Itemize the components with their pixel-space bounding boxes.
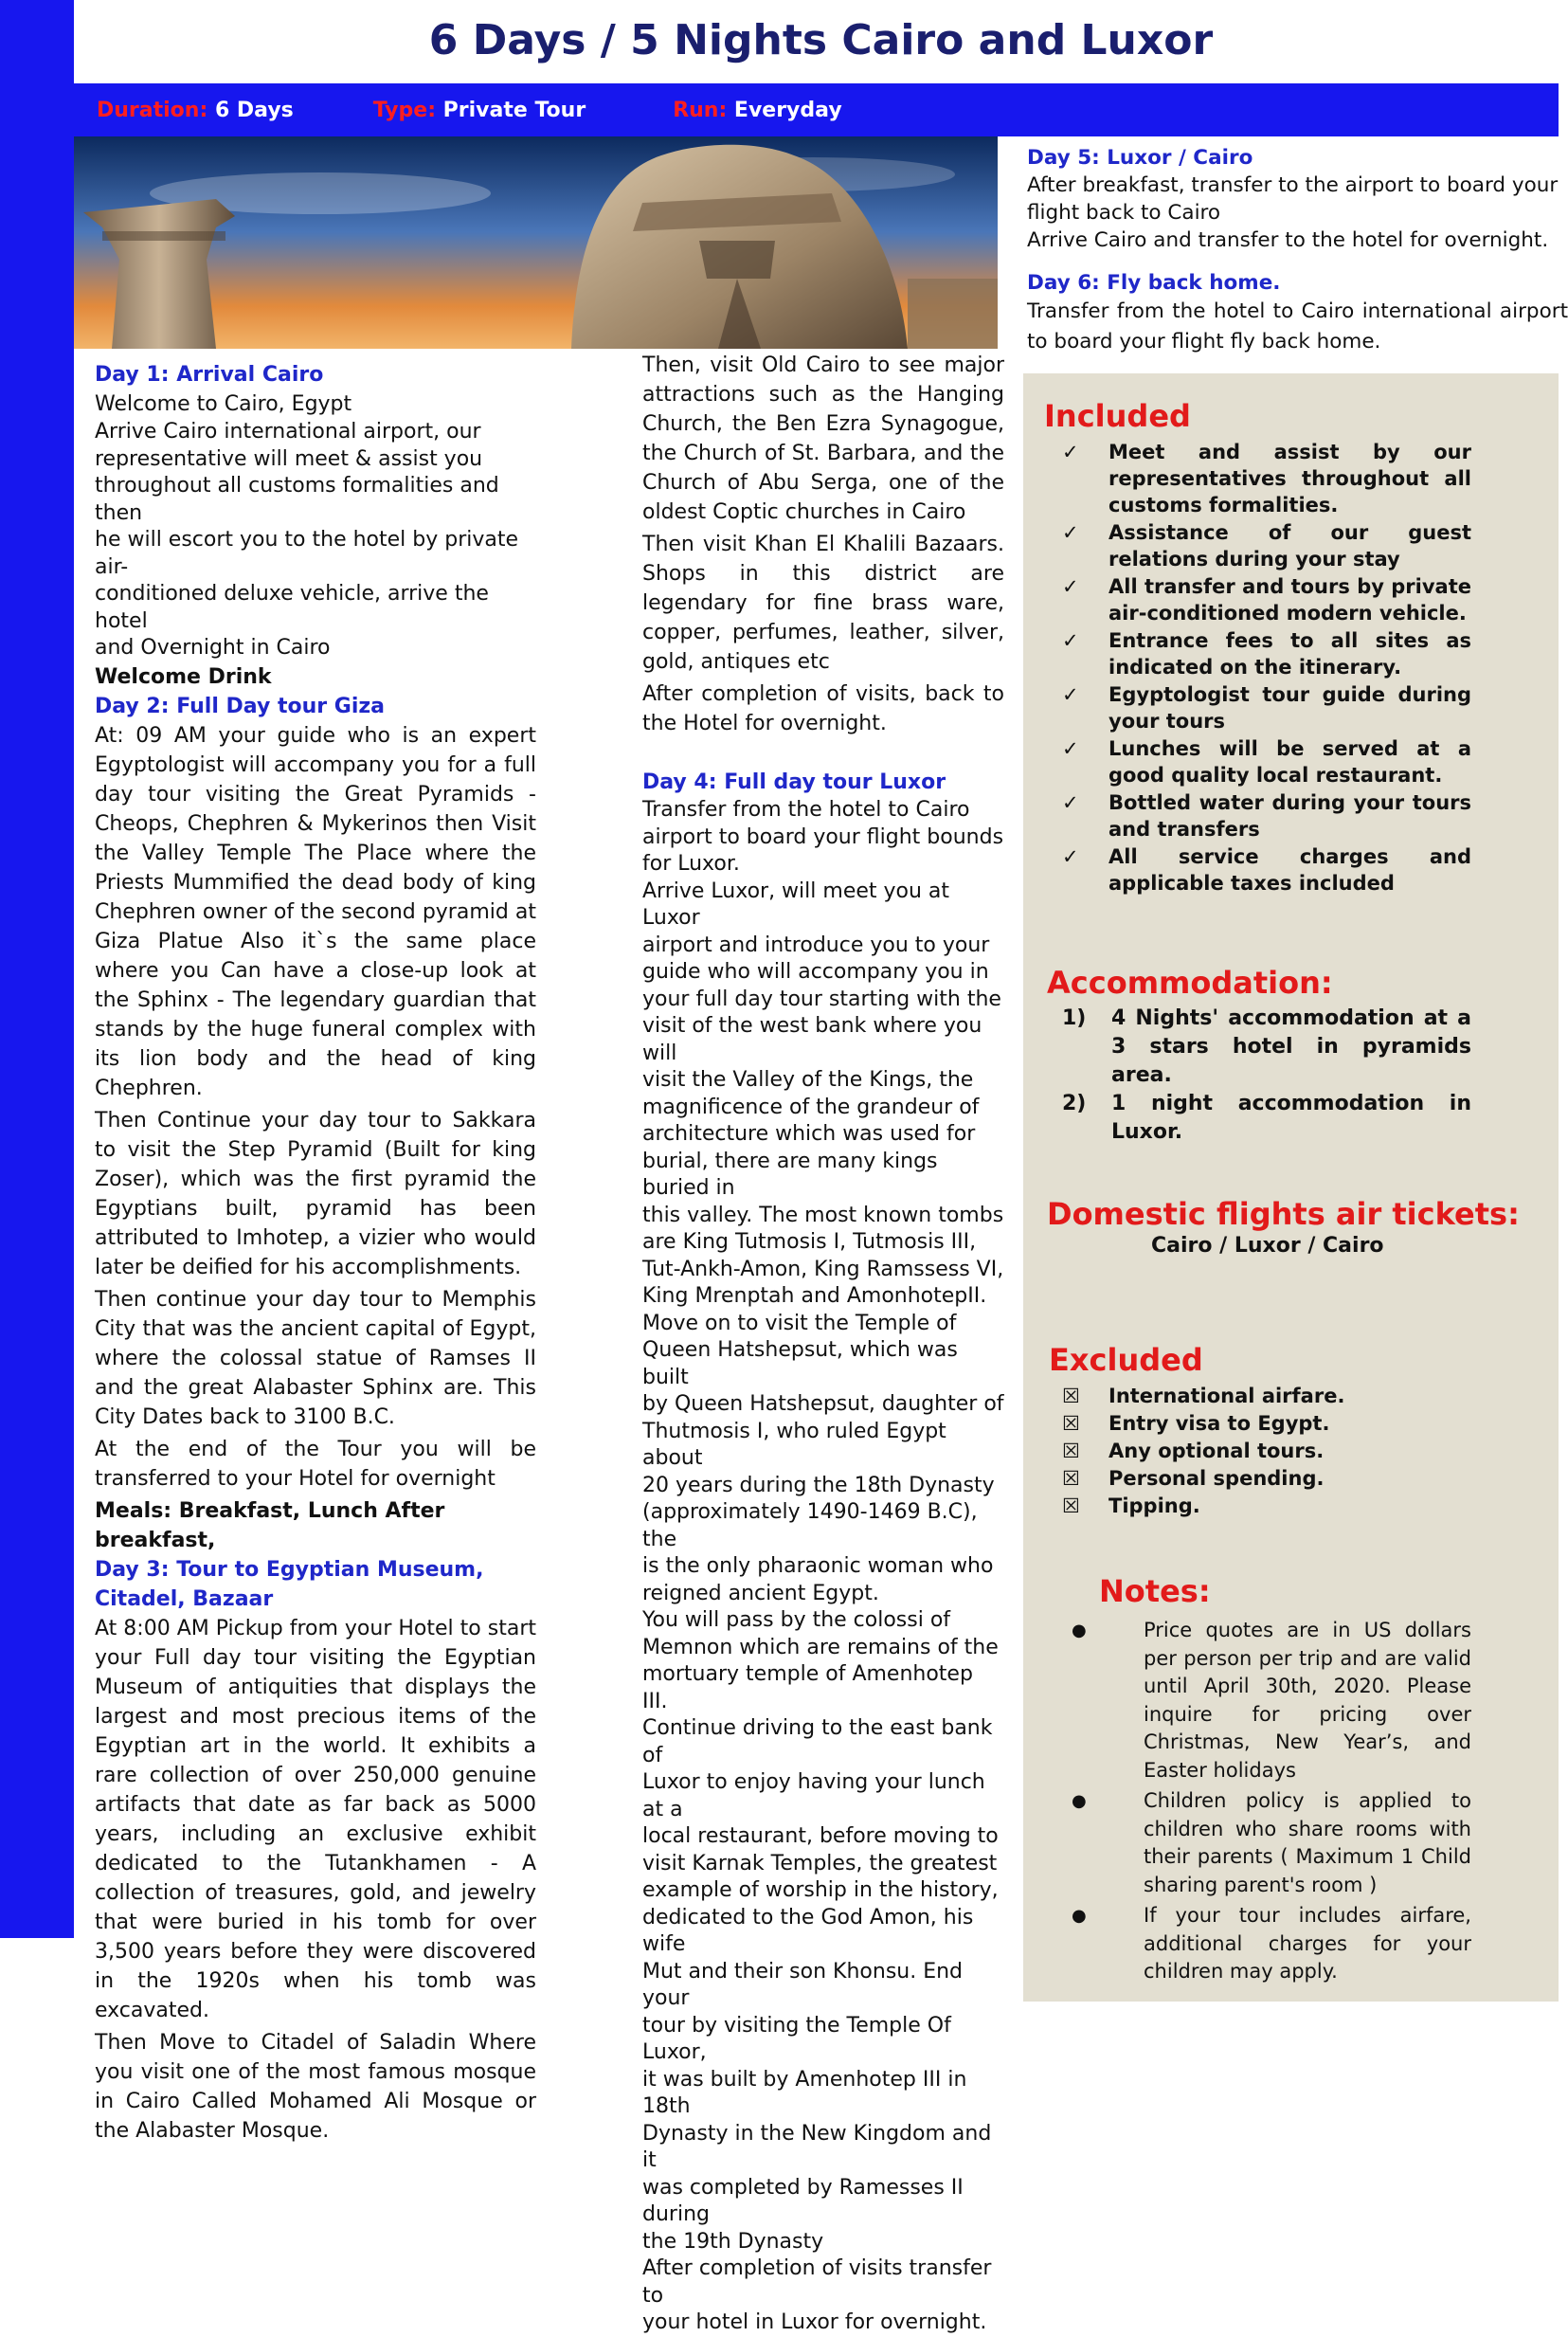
included-item [1030,627,1471,680]
day-4-line: Continue driving to the east bank of [642,1716,993,1767]
day-4-line: Queen Hatshepsut, which was built [642,1338,958,1389]
included-item [1030,843,1471,897]
day-3-paragraph: Then Move to Citadel of Saladin Where you visit one of the most famous mosque in Cairo Called Mohamed Ali Mosque or the Alabaster Mosque. [95,2030,536,2143]
run-value: Everyday [733,98,842,122]
day-4-line: was completed by Ramesses II during [642,2175,964,2226]
day-4-heading: Day 4: Full day tour Luxor [642,770,946,794]
note-item-text: If your tour includes airfare, additional charges for your children may apply. [1144,1904,1471,1983]
day-4-line: After completion of visits transfer to [642,2256,992,2308]
included-item-text: All transfer and tours by private air-conditioned modern vehicle. [1108,575,1471,625]
included-item-text: Entrance fees to all sites as indicated on the itinerary. [1108,629,1471,679]
included-item [1030,439,1471,518]
itinerary-column-1 [95,360,536,2148]
day-4-line: dedicated to the God Amon, his wife [642,1905,974,1956]
day-2-paragraph: At the end of the Tour you will be transferred to your Hotel for overnight [95,1437,536,1491]
included-item-text: All service charges and applicable taxes included [1108,845,1471,895]
day-4-line: reigned ancient Egypt. [642,1581,879,1605]
note-item [1064,1902,1471,1986]
day-4-line: King Mrenptah and AmonhotepII. [642,1284,987,1308]
welcome-drink: Welcome Drink [95,664,272,689]
accommodation-item [1030,1005,1471,1090]
day-4-line: Tut-Ankh-Amon, King Ramssess VI, [642,1257,1004,1281]
accommodation-heading: Accommodation: [1047,965,1333,1001]
included-item [1030,789,1471,842]
day-4-line: local restaurant, before moving to [642,1824,999,1848]
checkmark-icon: ✓ [1062,791,1079,814]
day-4-line: your hotel in Luxor for overnight. [642,2310,987,2334]
note-item-text: Price quotes are in US dollars per person per trip and are valid until April 30th, 2020. Please inquire for pricing over Christmas, New Year’s, and Easter holidays [1144,1619,1471,1782]
checkmark-icon: ✓ [1062,629,1079,652]
day-4-line: magnificence of the grandeur of [642,1095,980,1119]
day-2-meals: Meals: Breakfast, Lunch After breakfast, [95,1498,445,1552]
checkmark-icon: ✓ [1062,845,1079,868]
included-item [1030,681,1471,734]
bullet-icon: ● [1072,1906,1087,1926]
day-4-line: by Queen Hatshepsut, daughter of [642,1392,1004,1416]
day-4-text [642,797,1004,2337]
excluded-heading: Excluded [1049,1342,1203,1378]
day-4-line: mortuary temple of Amenhotep III. [642,1662,973,1713]
crossed-box-icon: ☒ [1062,1385,1080,1407]
duration-info [97,99,294,122]
day-3-paragraph: After completion of visits, back to the Hotel for overnight. [642,682,1004,735]
checkmark-icon: ✓ [1062,737,1079,760]
day-3-paragraph: At 8:00 AM Pickup from your Hotel to start your Full day tour visiting the Egyptian Museum of antiquities that displays the largest and most precious items of the Egyptian art in the world. It exhibits a rare collection of over 250,000 genuine artifacts that date as far back as 5000 years, including an exclusive exhibit dedicated to the Tutankhamen - A collection of treasures, gold, and jewelry that were buried in his tomb for over 3,500 years before they were discovered in the 1920s when his tomb was excavated. [95,1616,536,2022]
checkmark-icon: ✓ [1062,575,1079,598]
excluded-item [1030,1410,1471,1437]
left-accent-bar [0,0,74,1938]
day-4-line: Move on to visit the Temple of [642,1311,957,1335]
page-title: 6 Days / 5 Nights Cairo and Luxor [428,15,1214,64]
checkmark-icon: ✓ [1062,683,1079,706]
day-5-line: Arrive Cairo and transfer to the hotel for overnight. [1027,228,1549,252]
included-heading: Included [1044,398,1191,434]
day-4-line: is the only pharaonic woman who [642,1554,994,1578]
day-5-line: flight back to Cairo [1027,201,1221,225]
day-2-paragraph: Then continue your day tour to Memphis City that was the ancient capital of Egypt, where the colossal statue of Ramses II and the great Alabaster Sphinx are. This City Dates back to 3100 B.C. [95,1287,536,1429]
bullet-icon: ● [1072,1621,1087,1640]
day-6-heading: Day 6: Fly back home. [1027,271,1281,295]
day-2-heading: Day 2: Full Day tour Giza [95,694,386,718]
day-4-line: this valley. The most known tombs [642,1203,1004,1227]
checkmark-icon: ✓ [1062,521,1079,544]
excluded-list [1030,1383,1471,1520]
day-4-line: for Luxor. [642,852,740,876]
day-3-paragraph: Then visit Khan El Khalili Bazaars. Shops in this district are legendary for fine brass ware, copper, perfumes, leather, silver, gold, antiques etc [642,533,1004,674]
crossed-box-icon: ☒ [1062,1495,1080,1517]
day-4-line: You will pass by the colossi of [642,1608,951,1632]
day-5-heading: Day 5: Luxor / Cairo [1027,146,1253,170]
day-4-line: visit of the west bank where you will [642,1014,982,1065]
day-1-line: and Overnight in Cairo [95,636,331,660]
day-1-line: throughout all customs formalities and then [95,474,499,525]
day-4-line: Dynasty in the New Kingdom and it [642,2121,992,2172]
day-1-line: conditioned deluxe vehicle, arrive the hotel [95,582,489,633]
excluded-item [1030,1383,1471,1409]
included-item-text: Assistance of our guest relations during your stay [1108,521,1471,571]
accommodation-number: 1) [1062,1006,1087,1030]
included-item-text: Lunches will be served at a good quality local restaurant. [1108,737,1471,787]
day-1-line: he will escort you to the hotel by private air- [95,528,519,579]
day-5-line: After breakfast, transfer to the airport to board your [1027,173,1559,197]
day-4-line: visit Karnak Temples, the greatest [642,1851,998,1875]
included-item-text: Meet and assist by our representatives throughout all customs formalities. [1108,441,1471,516]
day-4-line: Mut and their son Khonsu. End your [642,1959,964,2010]
accommodation-list [1030,1005,1471,1147]
day-6-text: Transfer from the hotel to Cairo international airport to board your flight fly back home. [1027,299,1568,353]
type-value: Private Tour [442,98,586,122]
itinerary-column-2 [642,351,1004,2337]
domestic-flights-route: Cairo / Luxor / Cairo [1151,1234,1384,1258]
run-label: Run: [673,98,728,122]
bullet-icon: ● [1072,1791,1087,1811]
day-4-line: the 19th Dynasty [642,2229,824,2254]
duration-label: Duration: [97,98,208,122]
excluded-item [1030,1438,1471,1464]
day-3-paragraph: Then, visit Old Cairo to see major attractions such as the Hanging Church, the Ben Ezra Synagogue, the Church of St. Barbara, and the Church of Abu Serga, one of the oldest Coptic churches in Cairo [642,353,1004,524]
accommodation-item [1030,1090,1471,1147]
day-2-paragraph: Then Continue your day tour to Sakkara to visit the Step Pyramid (Built for king Zoser), which was the first pyramid the Egyptians built, pyramid has been attributed to Imhotep, a vizier who would later be deified for his accomplishments. [95,1108,536,1279]
day-4-line: Luxor to enjoy having your lunch at a [642,1770,985,1821]
hero-image [74,136,998,349]
day-4-line: it was built by Amenhotep III in 18th [642,2067,967,2118]
note-item [1064,1787,1471,1899]
note-item [1064,1617,1471,1784]
day-4-line: Arrive Luxor, will meet you at Luxor [642,879,950,930]
excluded-item [1030,1465,1471,1492]
day-3-heading: Day 3: Tour to Egyptian Museum, Citadel, Bazaar [95,1557,484,1611]
day-4-line: are King Tutmosis I, Tutmosis III, [642,1230,977,1254]
included-item [1030,573,1471,626]
crossed-box-icon: ☒ [1062,1412,1080,1435]
day-4-line: architecture which was used for [642,1122,976,1146]
notes-list [1064,1617,1471,1989]
day-1-line: Arrive Cairo international airport, our [95,420,481,444]
excluded-item-text: Entry visa to Egypt. [1108,1412,1330,1435]
notes-heading: Notes: [1099,1573,1211,1609]
tour-info-bar [74,83,1559,136]
day-4-line: visit the Valley of the Kings, the [642,1068,974,1092]
included-item-text: Bottled water during your tours and transfers [1108,791,1471,841]
day-4-line: Thutmosis I, who ruled Egypt about [642,1419,946,1470]
crossed-box-icon: ☒ [1062,1467,1080,1490]
pharaoh-statue-image [74,136,998,349]
day-1-heading: Day 1: Arrival Cairo [95,363,324,387]
excluded-item-text: International airfare. [1108,1385,1345,1407]
accommodation-text: 1 night accommodation in Luxor. [1111,1092,1471,1144]
crossed-box-icon: ☒ [1062,1440,1080,1462]
note-item-text: Children policy is applied to children who share rooms with their parents ( Maximum 1 Child sharing parent's room ) [1144,1789,1471,1896]
day-4-line: your full day tour starting with the [642,987,1001,1011]
accommodation-text: 4 Nights' accommodation at a 3 stars hotel in pyramids area. [1111,1006,1471,1087]
excluded-item-text: Any optional tours. [1108,1440,1325,1462]
run-info [673,99,841,122]
included-item-text: Egyptologist tour guide during your tours [1108,683,1471,733]
day-4-line: Memnon which are remains of the [642,1635,999,1659]
day-4-line: airport to board your flight bounds [642,824,1004,849]
day-2-paragraph: At: 09 AM your guide who is an expert Egyptologist will accompany you for a full day tour visiting the Great Pyramids - Cheops, Chephren & Mykerinos then Visit the Valley Temple The Place where the Priests Mummified the dead body of king Chephren owner of the second pyramid at Giza Platue Also it`s the same place where you Can have a close-up look at the Sphinx - The legendary guardian that stands by the huge funeral complex with its lion body and the head of king Chephren. [95,723,536,1100]
itinerary-column-3 [1027,144,1568,360]
day-4-line: example of worship in the history, [642,1878,999,1902]
checkmark-icon: ✓ [1062,441,1079,463]
day-4-line: tour by visiting the Temple Of Luxor, [642,2013,951,2064]
excluded-item [1030,1493,1471,1519]
included-item [1030,735,1471,788]
type-info [373,99,586,122]
excluded-item-text: Personal spending. [1108,1467,1325,1490]
day-4-line: burial, there are many kings buried in [642,1149,938,1200]
day-4-line: Transfer from the hotel to Cairo [642,798,970,822]
day-4-line: 20 years during the 18th Dynasty [642,1473,995,1497]
domestic-flights-heading: Domestic flights air tickets: [1047,1196,1520,1232]
included-list [1030,439,1471,897]
excluded-item-text: Tipping. [1108,1495,1200,1517]
day-4-line: airport and introduce you to your [642,933,990,957]
type-label: Type: [372,98,436,122]
included-item [1030,519,1471,572]
day-1-line: Welcome to Cairo, Egypt [95,392,352,416]
day-4-line: guide who will accompany you in [642,960,989,984]
day-4-line: (approximately 1490-1469 B.C), the [642,1500,978,1551]
accommodation-number: 2) [1062,1092,1087,1115]
day-1-line: representative will meet & assist you [95,446,483,471]
duration-value: 6 Days [214,98,294,122]
